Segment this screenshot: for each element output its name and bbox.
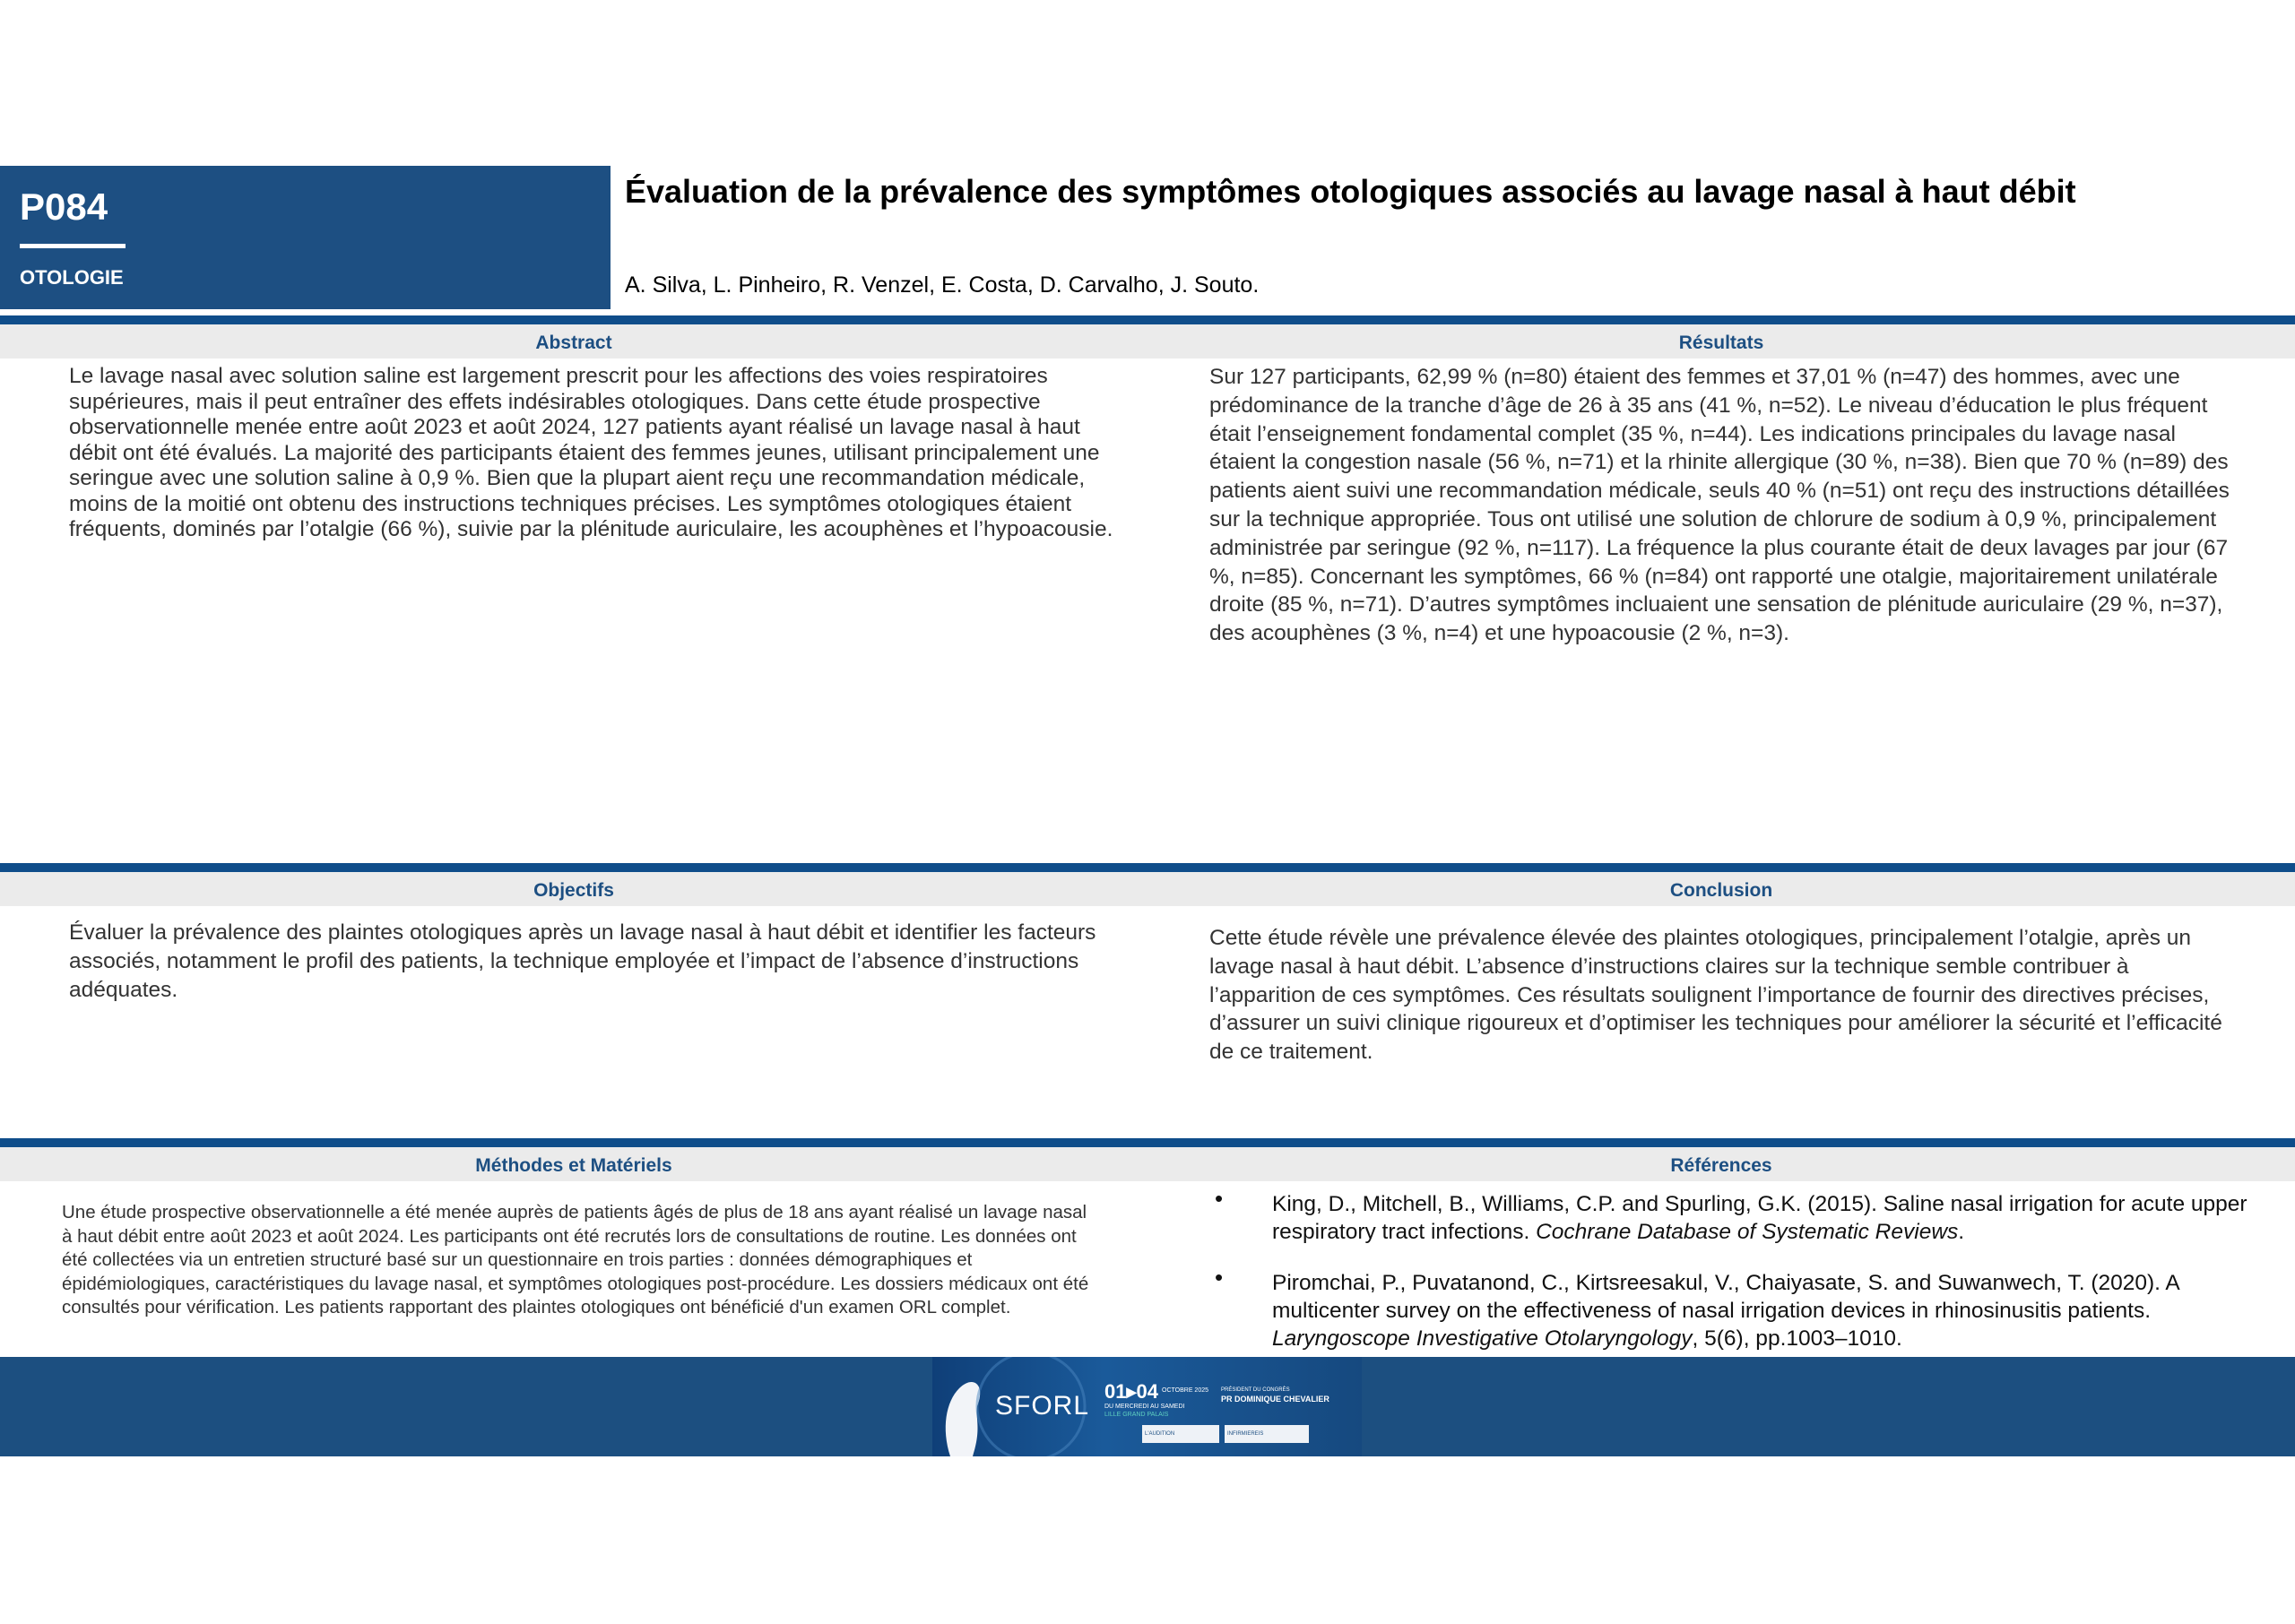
objectives-text: Évaluer la prévalence des plaintes otologiques après un lavage nasal à haut débit et identifier les facteurs associés, notamment le profil des patients, la technique employée et l’impact de l’absence d’instructions adéquates.	[69, 920, 1096, 1002]
congress-dates: 01▸04	[1104, 1380, 1158, 1403]
section-header-row	[0, 1147, 2295, 1181]
badge-audition: L'AUDITION	[1142, 1425, 1219, 1443]
president-name: PR DOMINIQUE CHEVALIER	[1221, 1395, 1329, 1404]
divider	[0, 315, 2295, 324]
divider	[0, 863, 2295, 872]
conclusion-heading: Conclusion	[1669, 880, 1773, 901]
abstract-text: Le lavage nasal avec solution saline est largement prescrit pour les affections des voies respiratoires supérieures, mais il peut entraîner des effets indésirables otologiques. Dans cette étude prospective observationnelle menée entre août 2023 et août 2024, 127 patients ayant réalisé un lavage nasal à haut débit ont été évalués. La majorité des participants étaient des femmes jeunes, utilisant principalement une seringue avec une solution saline à 0,9 %. Bien que la plupart aient reçu une recommandation médicale, moins de la moitié ont obtenu des instructions techniques précises. Les symptômes otologiques étaient fréquents, dominés par l’otalgie (66 %), suivie par la plénitude auriculaire, les acouphènes et l’hypoacousie.	[69, 364, 1113, 541]
congress-banner	[932, 1357, 1362, 1456]
bullet-icon: •	[1215, 1185, 1224, 1212]
bullet-icon: •	[1215, 1264, 1224, 1291]
methods-heading: Méthodes et Matériels	[475, 1155, 672, 1176]
poster-authors: A. Silva, L. Pinheiro, R. Venzel, E. Costa, D. Carvalho, J. Souto.	[625, 272, 1260, 298]
results-text: Sur 127 participants, 62,99 % (n=80) étaient des femmes et 37,01 % (n=47) des hommes, avec une prédominance de la tranche d’âge de 26 à 35 ans (41 %, n=52). Le niveau d’éducation le plus fréquent était l’enseignement fondamental complet (35 %, n=44). Les indications principales du lavage nasal étaient la congestion nasale (56 %, n=71) et la rhinite allergique (30 %, n=38). Bien que 70 % (n=89) des patients aient suivi une recommandation médicale, seuls 40 % (n=51) ont reçu des instructions détaillées sur la technique appropriée. Tous ont utilisé une solution de chlorure de sodium à 0,9 %, principalement administrée par seringue (92 %, n=117). La fréquence la plus courante était de deux lavages par jour (67 %, n=85). Concernant les symptômes, 66 % (n=84) ont rapporté une otalgie, majoritairement unilatérale droite (85 %, n=71). D’autres symptômes incluaient une sensation de plénitude auriculaire (29 %, n=37), des acouphènes (3 %, n=4) et une hypoacousie (2 %, n=3).	[1209, 365, 2230, 646]
congress-venue: LILLE GRAND PALAIS	[1104, 1412, 1169, 1418]
badge-infirmiers: INFIRMIEREIS	[1225, 1425, 1309, 1443]
congress-days: DU MERCREDI AU SAMEDI	[1104, 1404, 1185, 1410]
conclusion-text: Cette étude révèle une prévalence élevée des plaintes otologiques, principalement l’otalgie, après un lavage nasal à haut débit. L’absence d’instructions claires sur la technique semble contribuer à l’apparition de ces symptômes. Ces résultats soulignent l’importance de fournir des directives précises, d’assurer un suivi clinique rigoureux et d’optimiser les techniques pour améliorer la sécurité et l’efficacité de ce traitement.	[1209, 926, 2222, 1065]
results-heading: Résultats	[1678, 333, 1764, 353]
poster-category: OTOLOGIE	[20, 266, 124, 289]
references-heading: Références	[1670, 1155, 1772, 1176]
divider	[0, 1138, 2295, 1147]
section-header-row	[0, 872, 2295, 906]
congress-month: OCTOBRE 2025	[1162, 1387, 1209, 1394]
sforl-logo: SFORL	[995, 1391, 1090, 1421]
objectives-heading: Objectifs	[533, 880, 614, 901]
section-header-row	[0, 324, 2295, 358]
poster-title: Évaluation de la prévalence des symptômes otologiques associés au lavage nasal à haut débit	[625, 173, 2076, 210]
divider	[20, 244, 126, 248]
abstract-heading: Abstract	[535, 333, 612, 353]
president-label: PRÉSIDENT DU CONGRÈS	[1221, 1387, 1290, 1393]
methods-text: Une étude prospective observationnelle a été menée auprès de patients âgés de plus de 18 ans ayant réalisé un lavage nasal à haut débit entre août 2023 et août 2024. Les participants ont été recrutés lors de consultations de routine. Les données ont été collectées via un entretien structuré basé sur un questionnaire en trois parties : données démographiques et épidémiologiques, caractéristiques du lavage nasal, et symptômes otologiques post-procédure. Les dossiers médicaux ont été consultés pour vérification. Les patients rapportant des plaintes otologiques ont bénéficié d'un examen ORL complet.	[62, 1202, 1089, 1317]
poster-id: P084	[20, 186, 108, 228]
poster-id-box	[0, 166, 611, 309]
